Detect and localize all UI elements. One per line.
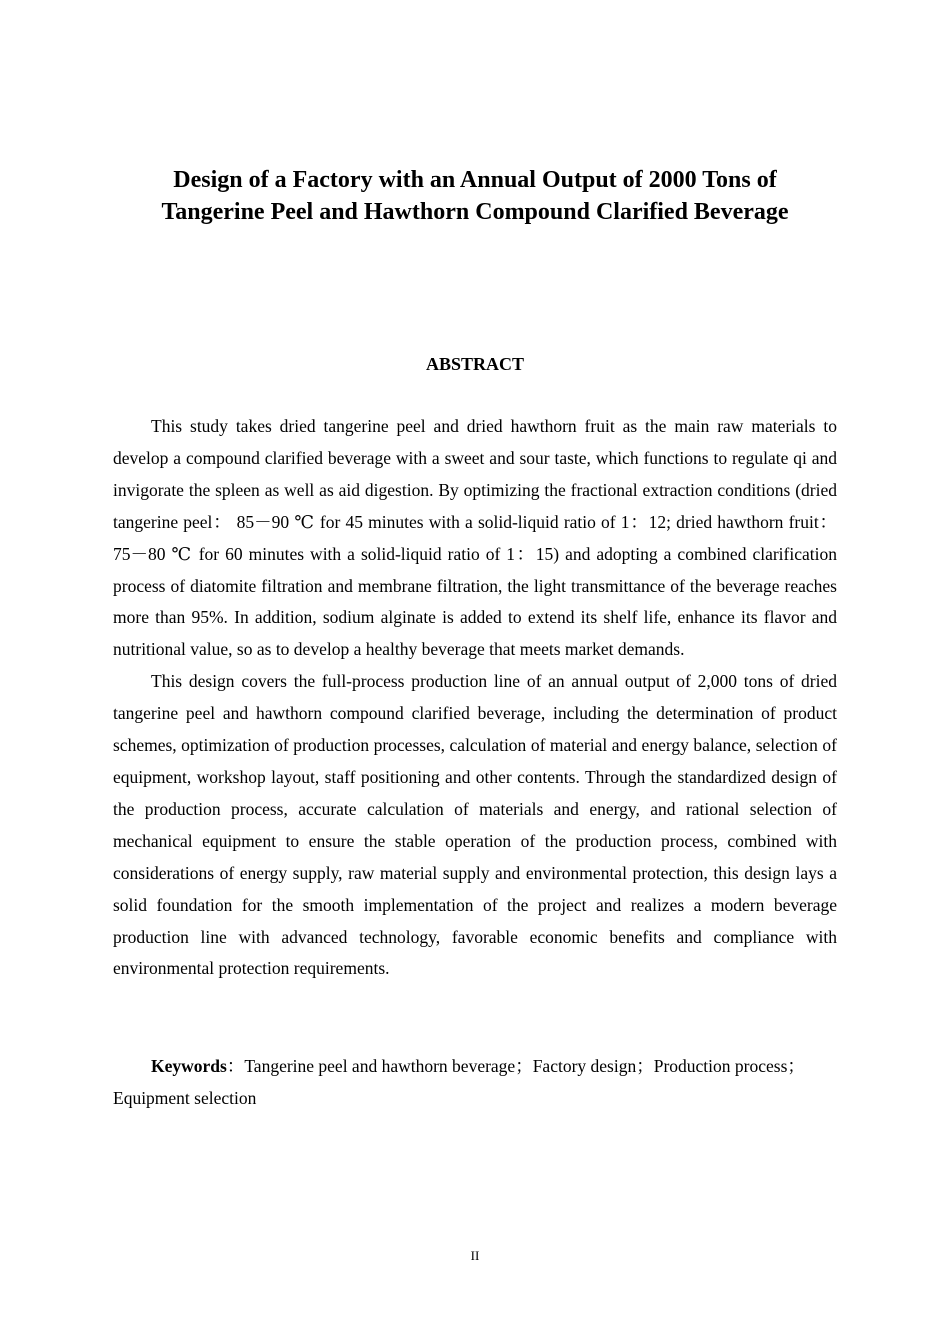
keywords-text: Tangerine peel and hawthorn beverage；Factory design；Production process；Equipment selection — [113, 1056, 805, 1108]
keywords-separator: ： — [226, 1056, 245, 1076]
abstract-paragraph-1: This study takes dried tangerine peel and dried hawthorn fruit as the main raw materials to develop a compound clarified beverage with a sweet and sour taste, which functions to regulate qi and invigorate the spleen as well as aid digestion. By optimizing the fractional extraction conditions (dried tangerine peel： 85－90 ℃ for 45 minutes with a solid-liquid ratio of 1：12; dried hawthorn fruit： 75－80 ℃ for 60 minutes with a solid-liquid ratio of 1：15) and adopting a combined clarification process of diatomite filtration and membrane filtration, the light transmittance of the beverage reaches more than 95%. In addition, sodium alginate is added to extend its shelf life, enhance its flavor and nutritional value, so as to develop a healthy beverage that meets market demands. — [113, 416, 837, 660]
title-line-1: Design of a Factory with an Annual Output of 2000 Tons of — [173, 167, 777, 193]
title-line-2: Tangerine Peel and Hawthorn Compound Clarified Beverage — [161, 199, 789, 225]
keywords-line — [113, 1050, 837, 1114]
page-number: II — [470, 1248, 480, 1263]
abstract-heading: ABSTRACT — [425, 354, 525, 374]
abstract-body — [113, 411, 837, 985]
keywords-label: Keywords — [151, 1056, 227, 1076]
page-title — [113, 164, 837, 228]
abstract-paragraph-2: This design covers the full-process production line of an annual output of 2,000 tons of dried tangerine peel and hawthorn compound clarified beverage, including the determination of product schemes, optimization of production processes, calculation of material and energy balance, selection of equipment, workshop layout, staff positioning and other contents. Through the standardized design of the production process, accurate calculation of materials and energy, and rational selection of mechanical equipment to ensure the stable operation of the production process, combined with considerations of energy supply, raw material supply and environmental protection, this design lays a solid foundation for the smooth implementation of the project and realizes a modern beverage production line with advanced technology, favorable economic benefits and compliance with environmental protection requirements. — [113, 671, 837, 979]
